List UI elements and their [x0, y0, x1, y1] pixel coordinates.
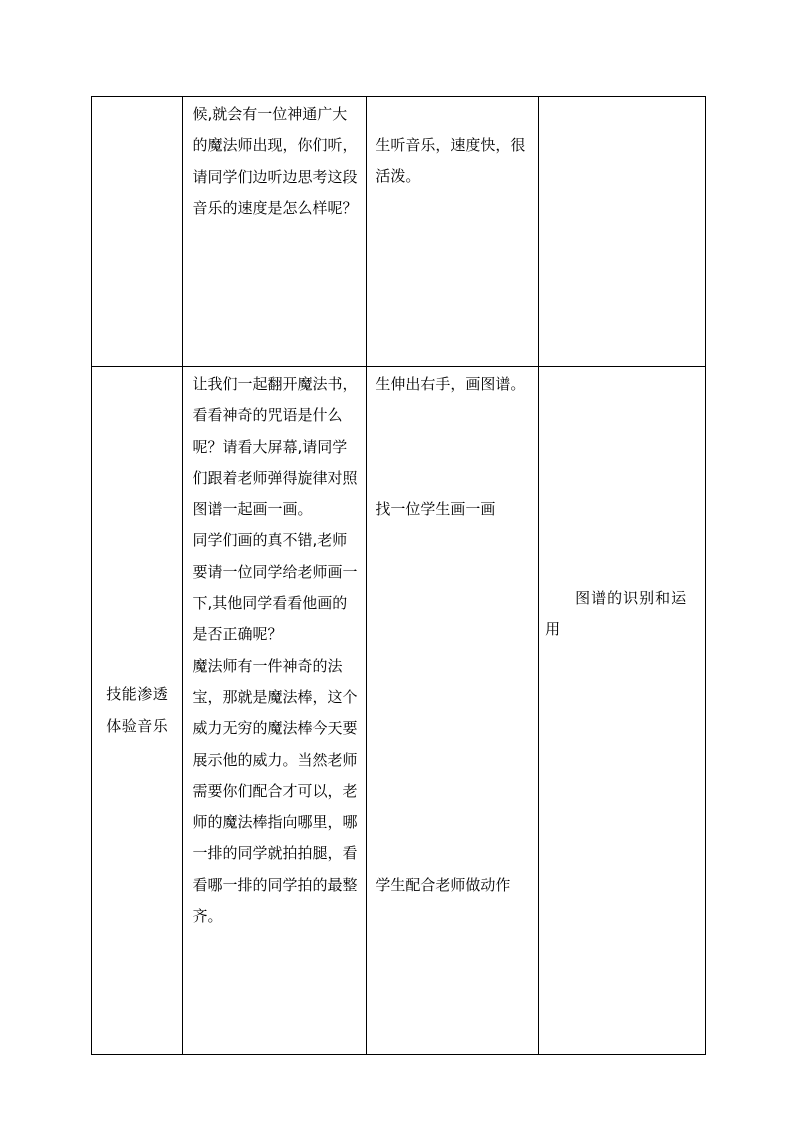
section-title-line1: 技能渗透	[106, 685, 169, 704]
table-row	[92, 97, 706, 367]
teacher-paragraph-1: 让我们一起翻开魔法书，看看神奇的咒语是什么呢？请看大屏幕,请同学们跟着老师弹得旋律对照图谱一起画一画。	[192, 375, 358, 519]
spacer	[375, 526, 530, 870]
student-paragraph-3: 学生配合老师做动作	[375, 875, 511, 894]
goal-text: 图谱的识别和运用	[545, 589, 688, 639]
spacer	[375, 400, 530, 494]
teacher-activity-text: 候,就会有一位神通广大的魔法师出现，你们听，请同学们边听边思考这段音乐的速度是怎么样呢？	[192, 105, 358, 217]
table-row	[92, 367, 706, 1055]
teacher-activity-cell	[183, 367, 367, 1055]
student-activity-text: 生听音乐，速度快，很活泼。	[375, 136, 526, 186]
student-paragraph-2: 找一位学生画一画	[375, 500, 496, 519]
teacher-paragraph-3: 魔法师有一件神奇的法宝，那就是魔法棒，这个威力无穷的魔法棒今天要展示他的威力。当然老师需要你们配合才可以，老师的魔法棒指向哪里，哪一排的同学就拍拍腿，看看哪一排的同学拍的最整齐。	[192, 656, 358, 926]
goal-cell	[539, 97, 706, 367]
section-cell	[92, 367, 183, 1055]
lesson-plan-table	[91, 96, 706, 1055]
student-activity-cell	[367, 367, 539, 1055]
goal-cell	[539, 367, 706, 1055]
student-paragraph-1: 生伸出右手，画图谱。	[375, 375, 526, 393]
student-activity-cell	[367, 97, 539, 367]
teacher-paragraph-2: 同学们画的真不错,老师要请一位同学给老师画一下,其他同学看看他画的是否正确呢？	[192, 531, 358, 644]
teacher-activity-cell	[183, 97, 367, 367]
section-title-line2: 体验音乐	[106, 716, 169, 735]
section-cell	[92, 97, 183, 367]
